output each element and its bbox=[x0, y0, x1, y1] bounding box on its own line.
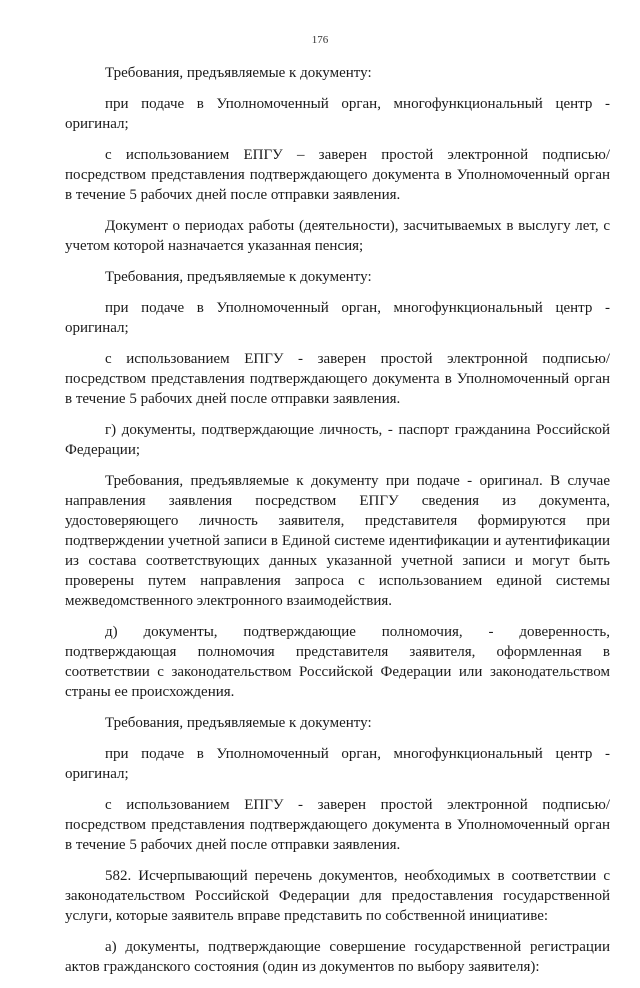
paragraph-epgu-3: с использованием ЕПГУ - заверен простой электронной подписью/ посредством представления подтверждающего документа в Уполномоченный орган в течение 5 рабочих дней после отправки заявления. bbox=[65, 797, 610, 853]
paragraph-original-submission-3: при подаче в Уполномоченный орган, многофункциональный центр - оригинал; bbox=[65, 746, 610, 782]
paragraph-epgu-2: с использованием ЕПГУ - заверен простой электронной подписью/ посредством представления подтверждающего документа в Уполномоченный орган в течение 5 рабочих дней после отправки заявления. bbox=[65, 351, 610, 407]
paragraph-work-periods-document: Документ о периодах работы (деятельности), засчитываемых в выслугу лет, с учетом которой назначается указанная пенсия; bbox=[65, 218, 610, 254]
document-body bbox=[65, 63, 610, 988]
paragraph-civil-status-documents: а) документы, подтверждающие совершение государственной регистрации актов гражданского состояния (один из документов по выбору заявителя): bbox=[65, 939, 610, 975]
paragraph-authority-documents: д) документы, подтверждающие полномочия, - доверенность, подтверждающая полномочия представителя заявителя, оформленная в соответствии с законодательством Российской Федерации или законодательством страны ее происхождения. bbox=[65, 624, 610, 700]
paragraph-original-submission-1: при подаче в Уполномоченный орган, многофункциональный центр - оригинал; bbox=[65, 96, 610, 132]
paragraph-epgu-1: с использованием ЕПГУ – заверен простой электронной подписью/ посредством представления подтверждающего документа в Уполномоченный орган в течение 5 рабочих дней после отправки заявления. bbox=[65, 147, 610, 203]
paragraph-requirements-3: Требования, предъявляемые к документу: bbox=[105, 715, 372, 731]
paragraph-582-exhaustive-list: 582. Исчерпывающий перечень документов, необходимых в соответствии с законодательством Российской Федерации для предоставления государственной услуги, которые заявитель вправе представить по собственной инициативе: bbox=[65, 868, 610, 924]
paragraph-requirements-2: Требования, предъявляемые к документу: bbox=[105, 269, 372, 285]
paragraph-original-submission-2: при подаче в Уполномоченный орган, многофункциональный центр - оригинал; bbox=[65, 300, 610, 336]
paragraph-identity-documents: г) документы, подтверждающие личность, - паспорт гражданина Российской Федерации; bbox=[65, 422, 610, 458]
page-number: 176 bbox=[311, 34, 329, 46]
paragraph-requirements-1: Требования, предъявляемые к документу: bbox=[105, 65, 372, 81]
paragraph-identity-requirements: Требования, предъявляемые к документу при подаче - оригинал. В случае направления заявления посредством ЕПГУ сведения из документа, удостоверяющего личность заявителя, представителя формируются при подтверждении учетной записи в Единой системе идентификации и аутентификации из состава соответствующих данных указанной учетной записи и могут быть проверены путем направления запроса с использованием единой системы межведомственного электронного взаимодействия. bbox=[65, 473, 610, 609]
